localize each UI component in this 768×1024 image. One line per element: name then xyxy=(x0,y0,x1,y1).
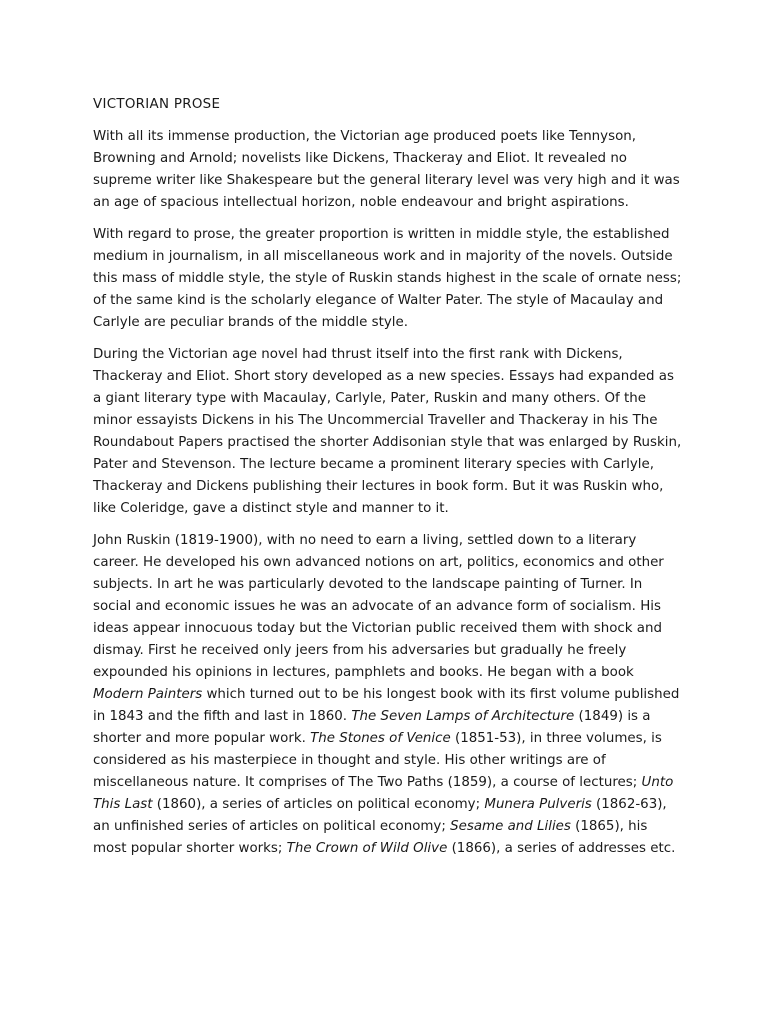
italic-title-text: The Seven Lamps of Architecture xyxy=(351,709,575,724)
italic-title-text: The Stones of Venice xyxy=(310,731,451,746)
italic-title-text: Sesame and Lilies xyxy=(450,819,571,834)
italic-title-text: Unto This Last xyxy=(93,775,674,812)
paragraph-text: (1851-53), in three volumes, is considered as his masterpiece in thought and style. His other writings are of miscellaneous nature. It comprises of The Two Paths (1859), a course of lectures; xyxy=(93,731,662,790)
document-page xyxy=(93,94,683,870)
italic-title-text: Munera Pulveris xyxy=(484,797,592,812)
paragraph-text: (1862-63), an unfinished series of articles on political economy; xyxy=(93,797,667,834)
paragraph-text: (1865), his most popular shorter works; xyxy=(93,819,648,856)
paragraph-text: During the Victorian age novel had thrust itself into the first rank with Dickens, Thackeray and Eliot. Short story developed as a new species. Essays had expanded as a giant literary type with Macaulay, Carlyle, Pater, Ruskin and many others. Of the minor essayists Dickens in his The Uncommercial Traveller and Thackeray in his The Roundabout Papers practised the shorter Addisonian style that was enlarged by Ruskin, Pater and Stevenson. The lecture became a prominent literary species with Carlyle, Thackeray and Dickens publishing their lectures in book form. But it was Ruskin who, like Coleridge, gave a distinct style and manner to it. xyxy=(93,347,682,516)
paragraph-3 xyxy=(93,344,683,520)
paragraph-text: With regard to prose, the greater proportion is written in middle style, the established medium in journalism, in all miscellaneous work and in majority of the novels. Outside this mass of middle style, the style of Ruskin stands highest in the scale of ornate ness; of the same kind is the scholarly elegance of Walter Pater. The style of Macaulay and Carlyle are peculiar brands of the middle style. xyxy=(93,227,682,330)
paragraph-2 xyxy=(93,224,683,334)
paragraph-text: (1849) is a shorter and more popular work. xyxy=(93,709,651,746)
paragraph-text: John Ruskin (1819-1900), with no need to earn a living, settled down to a literary career. He developed his own advanced notions on art, politics, economics and other subjects. In art he was particularly devoted to the landscape painting of Turner. In social and economic issues he was an advocate of an advance form of socialism. His ideas appear innocuous today but the Victorian public received them with shock and dismay. First he received only jeers from his adversaries but gradually he freely expounded his opinions in lectures, pamphlets and books. He began with a book xyxy=(93,533,664,680)
document-body xyxy=(93,126,683,860)
document-title: VICTORIAN PROSE xyxy=(93,97,221,112)
paragraph-4 xyxy=(93,530,683,860)
paragraph-text: With all its immense production, the Victorian age produced poets like Tennyson, Browning and Arnold; novelists like Dickens, Thackeray and Eliot. It revealed no supreme writer like Shakespeare but the general literary level was very high and it was an age of spacious intellectual horizon, noble endeavour and bright aspirations. xyxy=(93,129,680,210)
italic-title-text: The Crown of Wild Olive xyxy=(286,841,448,856)
paragraph-text: (1866), a series of addresses etc. xyxy=(447,841,676,856)
paragraph-text: (1860), a series of articles on political economy; xyxy=(152,797,485,812)
italic-title-text: Modern Painters xyxy=(93,687,203,702)
paragraph-text: which turned out to be his longest book with its first volume published in 1843 and the fifth and last in 1860. xyxy=(93,687,680,724)
paragraph-1 xyxy=(93,126,683,214)
